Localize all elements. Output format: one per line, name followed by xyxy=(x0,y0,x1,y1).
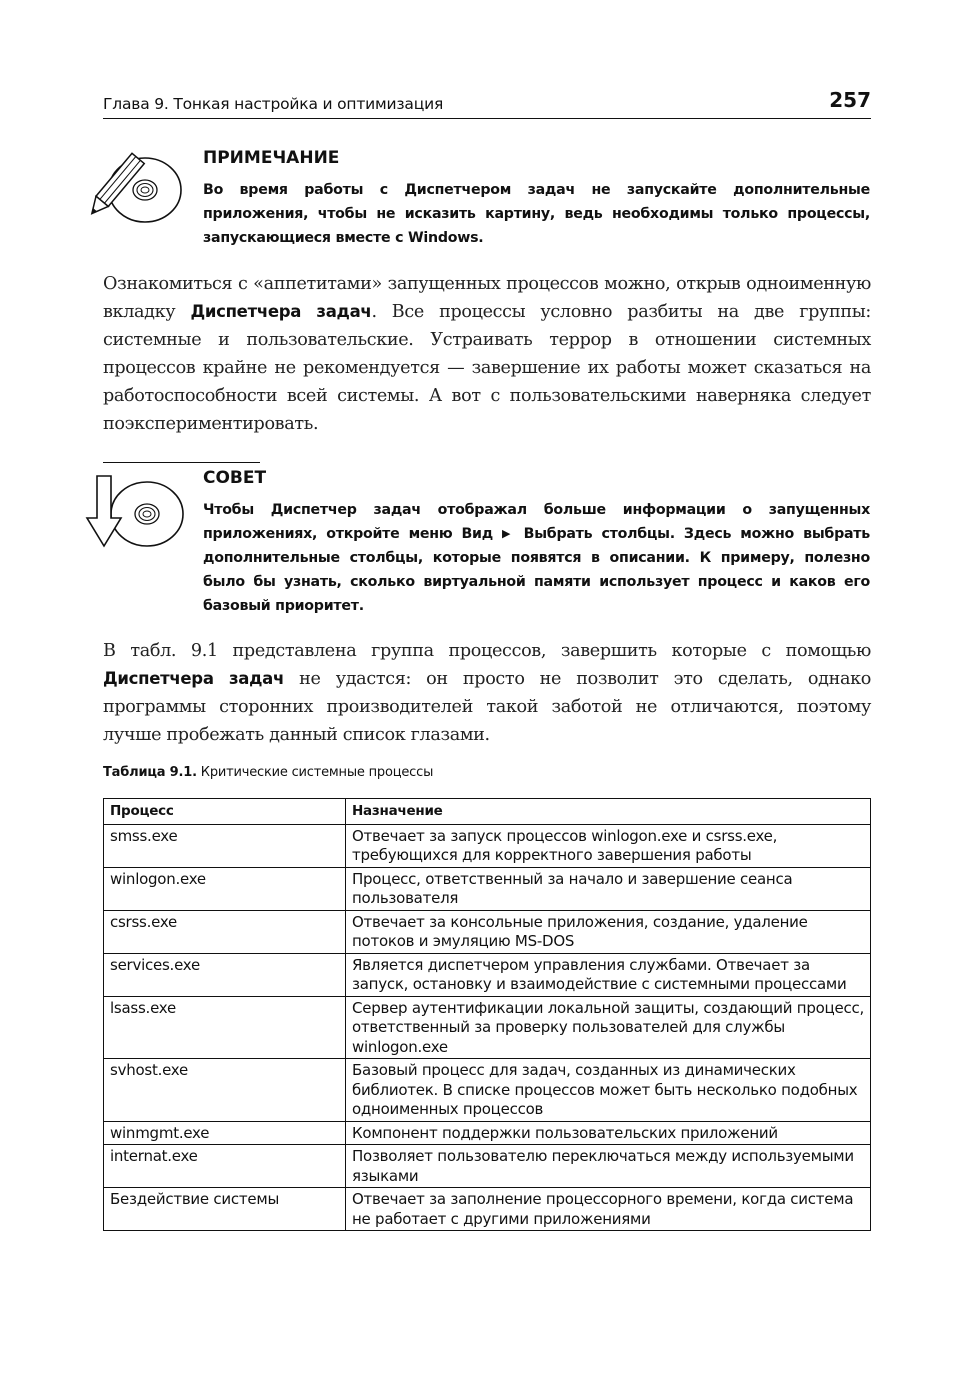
tip-text xyxy=(203,498,870,618)
tip-text-part: Выбрать столбцы. Здесь можно выбрать дополнительные столбцы, которые появятся в описании. К примеру, полезно было бы узнать, сколько виртуальной памяти использует процесс и каков его базовый приоритет. xyxy=(203,526,870,614)
process-purpose-cell: Сервер аутентификации локальной защиты, создающий процесс, ответственный за проверку пользователей для службы winlogon.exe xyxy=(346,996,871,1059)
table-row xyxy=(104,996,871,1059)
process-purpose-cell: Базовый процесс для задач, созданных из динамических библиотек. В списке процессов может быть несколько подобных одноименных процессов xyxy=(346,1059,871,1122)
paragraph-text: не удастся: он просто не позволит это сделать, однако программы сторонних производителей такой заботой не отличаются, поэтому лучше пробежать данный список глазами. xyxy=(103,669,871,745)
process-purpose-cell: Компонент поддержки пользовательских приложений xyxy=(346,1121,871,1145)
tip-callout xyxy=(85,462,875,622)
note-title: ПРИМЕЧАНИЕ xyxy=(203,148,340,168)
process-name-cell: csrss.exe xyxy=(104,910,346,953)
table-row xyxy=(104,1059,871,1122)
paragraph-text: . Все процессы условно разбиты на две группы: системные и пользовательские. Устраивать террор в отношении системных процессов крайне не рекомендуется — завершение их работы может сказаться на работоспособности всей системы. А вот с пользовательскими наверняка следует поэкспериментировать. xyxy=(103,302,872,434)
process-purpose-cell: Отвечает за заполнение процессорного времени, когда система не работает с другими приложениями xyxy=(346,1188,871,1231)
process-name-cell: svhost.exe xyxy=(104,1059,346,1122)
body-paragraph xyxy=(103,637,871,749)
process-name-cell: lsass.exe xyxy=(104,996,346,1059)
table-caption-text: Критические системные процессы xyxy=(196,765,434,780)
menu-arrow-icon: ▶ xyxy=(502,527,515,540)
note-callout xyxy=(85,148,875,258)
process-purpose-cell: Позволяет пользователю переключаться между используемыми языками xyxy=(346,1145,871,1188)
table-caption xyxy=(103,765,433,780)
chapter-title: Глава 9. Тонкая настройка и оптимизация xyxy=(103,95,444,113)
processes-table xyxy=(103,798,871,1231)
note-text: Во время работы с Диспетчером задач не запускайте дополнительные приложения, чтобы не исказить картину, ведь необходимы только процессы, запускающиеся вместе с Windows. xyxy=(203,182,870,246)
page-number: 257 xyxy=(829,88,871,112)
table-caption-label: Таблица 9.1. xyxy=(103,765,197,780)
emphasis: Диспетчера задач xyxy=(103,669,284,688)
tip-divider xyxy=(103,462,260,463)
column-header-process: Процесс xyxy=(104,799,346,825)
table-row xyxy=(104,1188,871,1231)
table-row xyxy=(104,867,871,910)
tip-title: СОВЕТ xyxy=(203,468,267,488)
body-paragraph xyxy=(103,270,871,438)
table-row xyxy=(104,824,871,867)
table-header-row xyxy=(104,799,871,825)
process-name-cell: smss.exe xyxy=(104,824,346,867)
process-purpose-cell: Отвечает за консольные приложения, создание, удаление потоков и эмуляцию MS-DOS xyxy=(346,910,871,953)
process-name-cell: winlogon.exe xyxy=(104,867,346,910)
paragraph-text: В табл. 9.1 представлена группа процессов, завершить которые с помощью xyxy=(103,641,871,661)
download-disc-icon xyxy=(85,470,190,555)
table-row xyxy=(104,953,871,996)
table-row xyxy=(104,1145,871,1188)
table-row xyxy=(104,910,871,953)
pencil-disc-icon xyxy=(85,148,190,233)
process-purpose-cell: Процесс, ответственный за начало и завершение сеанса пользователя xyxy=(346,867,871,910)
running-header xyxy=(103,88,871,119)
paragraph-text: Ознакомиться с «аппетитами» запущенных процессов можно, открыв одноименную вкладку xyxy=(103,274,871,322)
process-purpose-cell: Отвечает за запуск процессов winlogon.exe и csrss.exe, требующихся для корректного завершения работы xyxy=(346,824,871,867)
column-header-purpose: Назначение xyxy=(346,799,871,825)
tip-text-part: Чтобы Диспетчер задач отображал больше информации о запущенных приложениях, откройте меню Вид xyxy=(203,502,870,542)
process-name-cell: winmgmt.exe xyxy=(104,1121,346,1145)
emphasis: Диспетчера задач xyxy=(190,302,372,321)
process-purpose-cell: Является диспетчером управления службами. Отвечает за запуск, остановку и взаимодействие с системными процессами xyxy=(346,953,871,996)
process-name-cell: Бездействие системы xyxy=(104,1188,346,1231)
process-name-cell: internat.exe xyxy=(104,1145,346,1188)
table-row xyxy=(104,1121,871,1145)
process-name-cell: services.exe xyxy=(104,953,346,996)
